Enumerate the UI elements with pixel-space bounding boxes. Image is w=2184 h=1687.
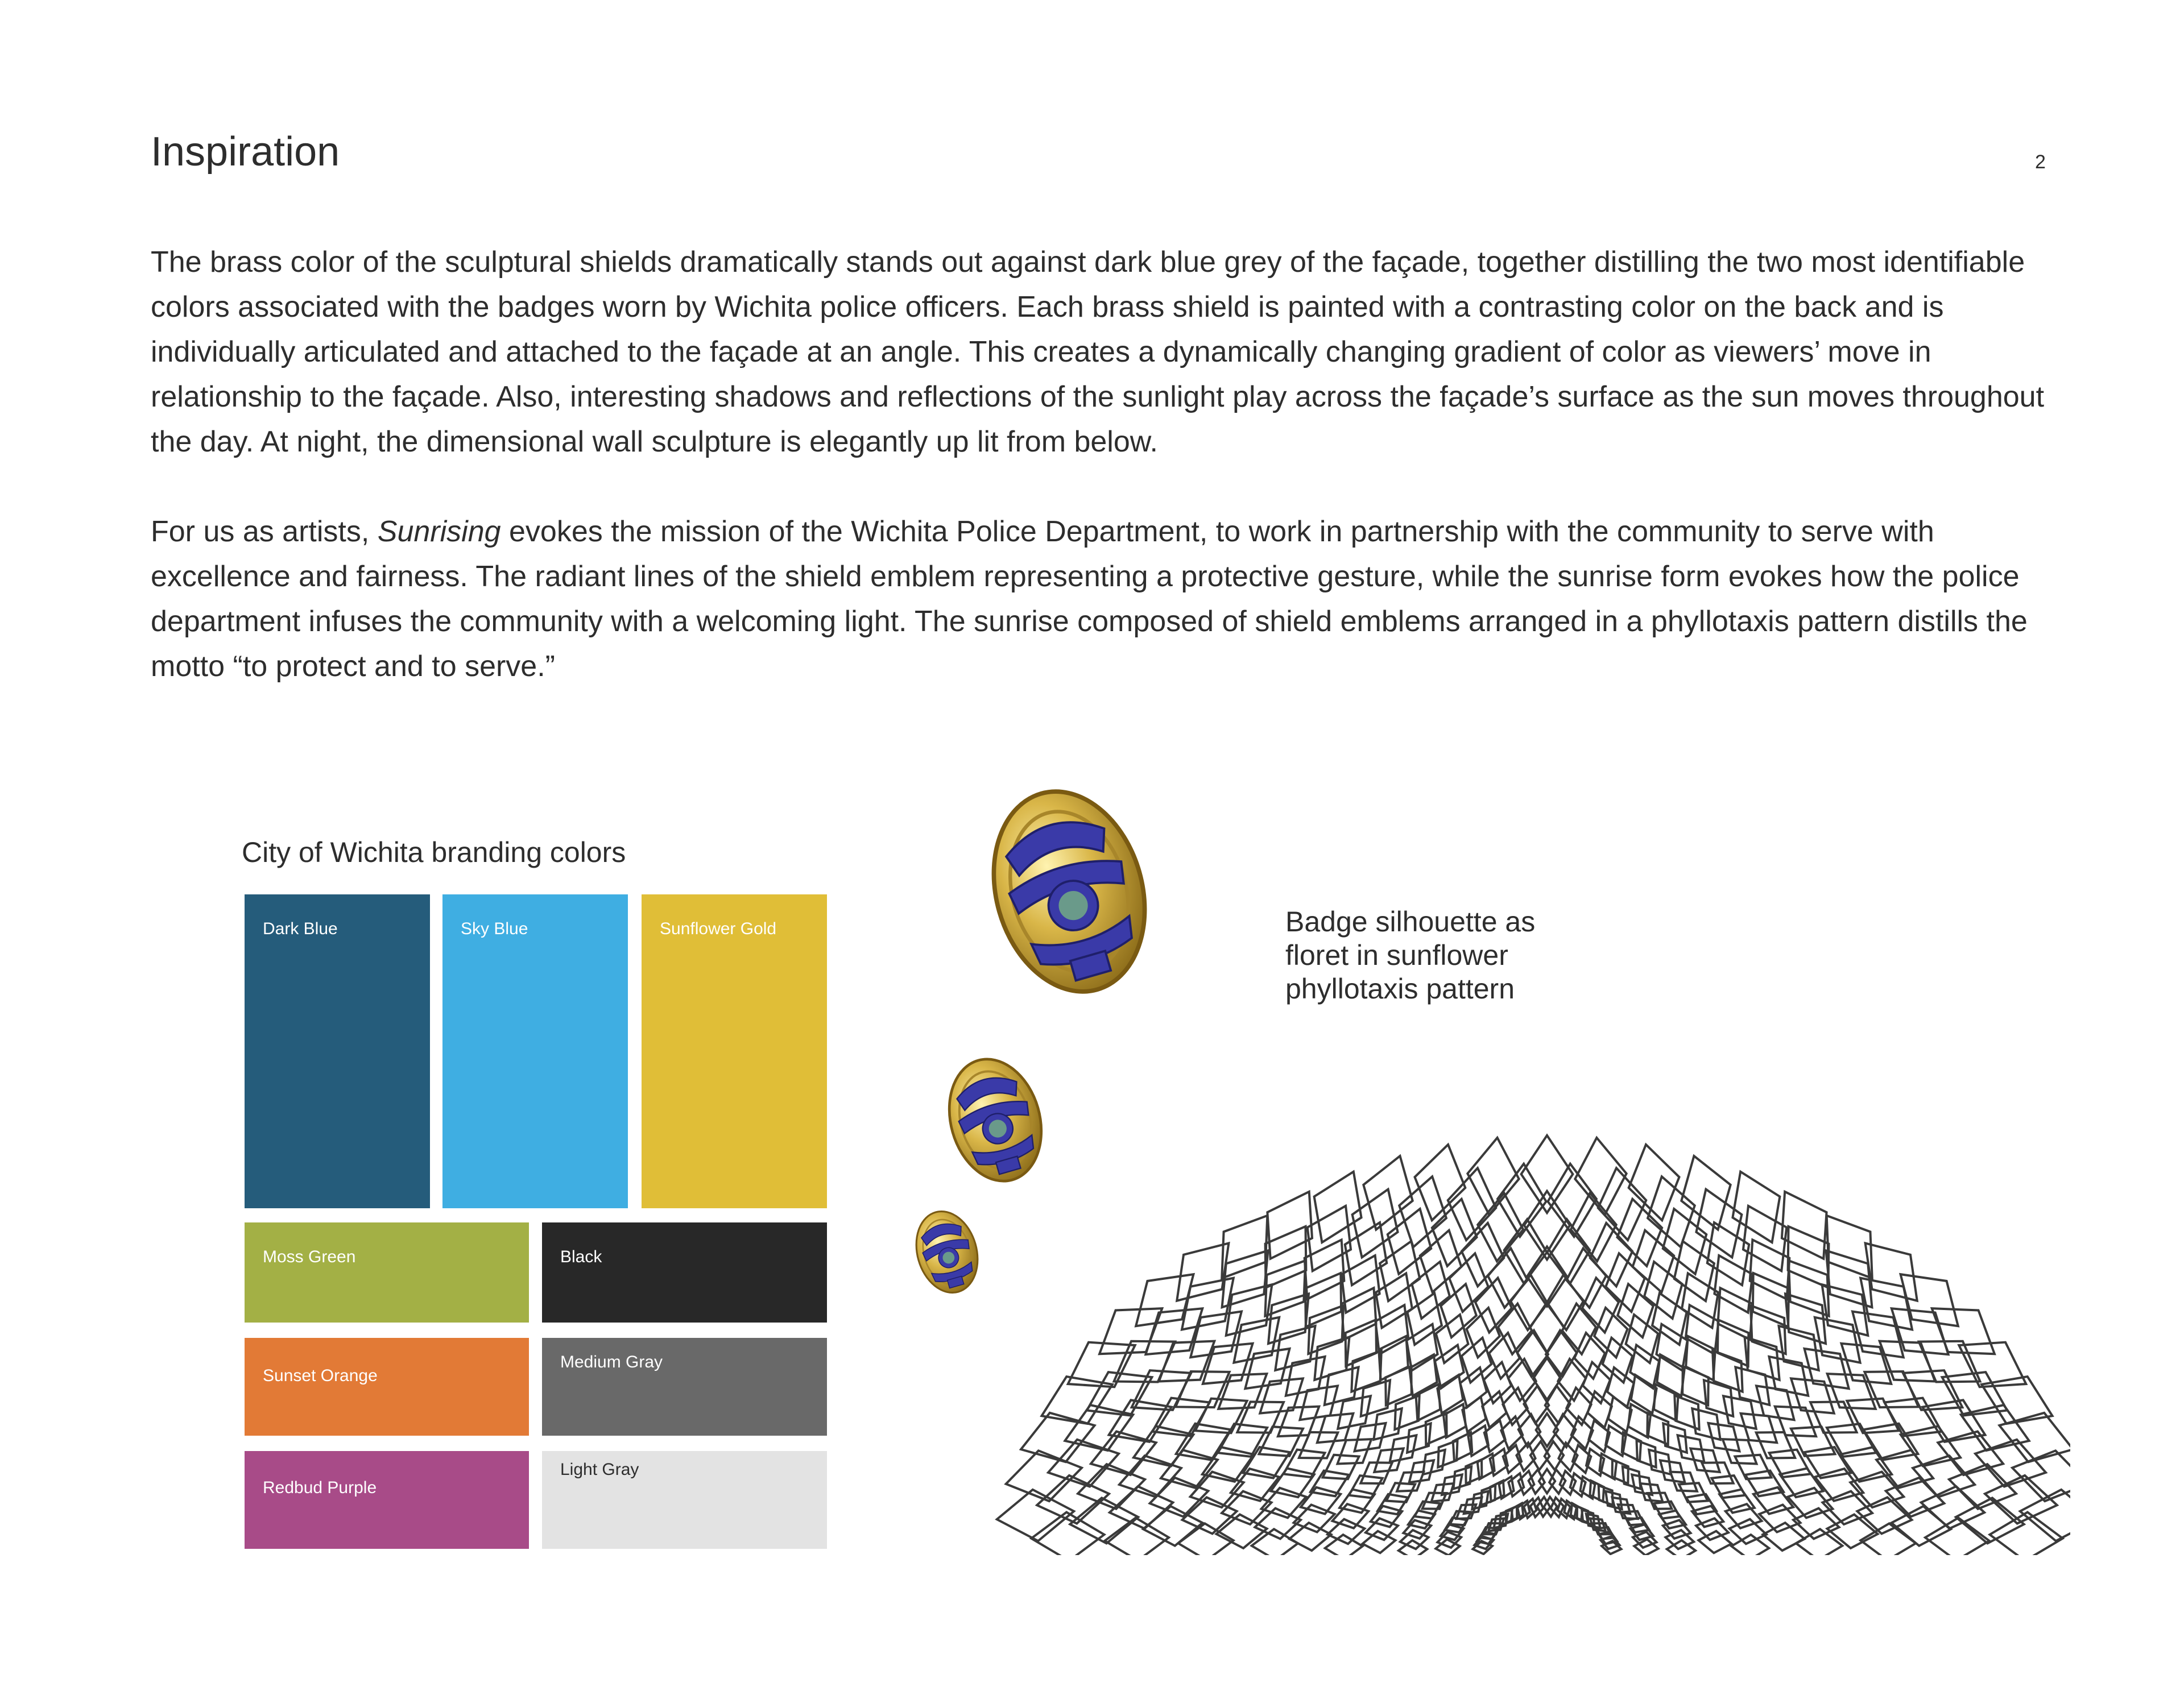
- paragraph-rest: evokes the mission of the Wichita Police Department, to work in partnership with the community to serve with excellence and fairness. The radiant lines of the shield emblem representing a protective gesture, while the sunrise form evokes how the police department infuses the community with a welcoming light. The sunrise composed of shield emblems arranged in a phyllotaxis pattern distills the motto “to protect and to serve.”: [151, 515, 2028, 683]
- swatch-sunflower-gold: [642, 894, 827, 1208]
- lattice-shield-outline: [1251, 1528, 1298, 1555]
- lattice-shield-outline: [1533, 1358, 1561, 1400]
- lattice-shield-outline: [1855, 1411, 1926, 1472]
- badge-large: [971, 779, 1168, 1010]
- lattice-shield-outline: [1568, 1414, 1596, 1451]
- paragraph-lead: For us as artists,: [151, 515, 378, 548]
- swatch-light-gray: [542, 1451, 827, 1549]
- lattice-shield-outline: [1103, 1516, 1170, 1555]
- swatch-label: Dark Blue: [263, 919, 338, 938]
- lattice-shield-outline: [1367, 1501, 1405, 1532]
- lattice-shield-outline: [1637, 1406, 1678, 1451]
- lattice-shield-outline: [1682, 1487, 1721, 1521]
- palette-title: City of Wichita branding colors: [242, 836, 626, 868]
- figure-caption: Badge silhouette as floret in sunflower phyllotaxis pattern: [1285, 906, 1536, 1005]
- lattice-shield-outline: [1236, 1437, 1297, 1489]
- lattice-shield-outline: [1604, 1454, 1636, 1489]
- lattice-shield-outline: [1589, 1304, 1633, 1361]
- lattice-shield-outline: [1367, 1439, 1412, 1482]
- page-title: Inspiration: [151, 129, 340, 175]
- swatch-black: [542, 1222, 827, 1323]
- lattice-shield-outline: [1769, 1280, 1842, 1357]
- lattice-shield-outline: [1917, 1287, 2010, 1375]
- lattice-shield-outline: [1325, 1533, 1363, 1555]
- phyllotaxis-lattice: [994, 1135, 2070, 1555]
- lattice-shield-outline: [1795, 1528, 1843, 1555]
- lattice-shield-outline: [1498, 1414, 1526, 1451]
- swatch-label: Sky Blue: [461, 919, 528, 938]
- swatch-dark-blue: [245, 894, 430, 1208]
- lattice-shield-outline: [1214, 1512, 1268, 1551]
- swatch-label: Light Gray: [560, 1460, 639, 1479]
- lattice-shield-outline: [1825, 1512, 1879, 1551]
- swatch-label: Sunset Orange: [263, 1366, 378, 1385]
- lattice-shield-outline: [1539, 1469, 1555, 1494]
- lattice-shield-outline: [1114, 1448, 1186, 1506]
- lattice-shield-outline: [1443, 1249, 1494, 1316]
- lattice-shield-outline: [1130, 1290, 1218, 1373]
- artwork-title: Sunrising: [377, 515, 501, 548]
- lattice-shield-outline: [1499, 1443, 1525, 1475]
- lattice-shield-outline: [1458, 1454, 1490, 1489]
- lattice-shield-outline: [1924, 1516, 1991, 1555]
- lattice-shield-outline: [1843, 1261, 1929, 1346]
- lattice-shield-outline: [1907, 1448, 1980, 1506]
- swatch-medium-gray: [542, 1338, 827, 1436]
- swatch-sky-blue: [442, 894, 628, 1208]
- lattice-shield-outline: [1876, 1290, 1964, 1373]
- lattice-shield-outline: [1189, 1327, 1266, 1400]
- lattice-shield-outline: [1196, 1437, 1260, 1491]
- page-number: 2: [2035, 151, 2046, 173]
- swatch-label: Black: [560, 1247, 602, 1266]
- lattice-shield-outline: [1434, 1279, 1484, 1342]
- lattice-shield-outline: [1599, 1249, 1651, 1316]
- lattice-shield-outline: [1055, 1323, 1148, 1407]
- lattice-shield-outline: [1545, 1329, 1578, 1377]
- swatch-label: Redbud Purple: [263, 1478, 377, 1497]
- body-paragraph-1: The brass color of the sculptural shields dramatically stands out against dark blue grey of the façade, together distilling the two most identifiable colors associated with the badges worn by Wichita police officers. Each brass shield is painted with a contrasting color on the back and is individually articulated and attached to the façade at an angle. This creates a dynamically changing gradient of color as viewers’ move in relationship to the façade. Also, interesting shadows and reflections of the sunlight play across the façade’s surface as the sun moves throughout the day. At night, the dimensional wall sculpture is elegantly up lit from below.: [151, 246, 2045, 458]
- swatch-label: Sunflower Gold: [660, 919, 777, 938]
- lattice-shield-outline: [1611, 1279, 1661, 1342]
- lattice-shield-outline: [1569, 1443, 1594, 1475]
- swatch-redbud-purple: [245, 1451, 529, 1549]
- lattice-shield-outline: [1689, 1501, 1727, 1532]
- lattice-shield-outline: [1828, 1327, 1905, 1400]
- badge-phyllotaxis-illustration: [887, 779, 2070, 1555]
- lattice-shield-outline: [1946, 1323, 2039, 1407]
- lattice-shield-outline: [1866, 1323, 1949, 1400]
- lattice-shield-outline: [1530, 1302, 1564, 1353]
- lattice-shield-outline: [1834, 1437, 1898, 1491]
- lattice-shield-outline: [1731, 1533, 1769, 1555]
- lattice-shield-outline: [1203, 1235, 1287, 1323]
- badge-small: [907, 1204, 987, 1300]
- lattice-shield-outline: [1807, 1235, 1891, 1323]
- lattice-shield-outline: [1084, 1287, 1177, 1375]
- lattice-shield-outline: [1416, 1406, 1457, 1451]
- lattice-shield-outline: [1425, 1194, 1484, 1271]
- lattice-shield-outline: [1461, 1304, 1505, 1361]
- badge-medium: [936, 1048, 1055, 1192]
- lattice-shield-outline: [1373, 1487, 1412, 1521]
- swatch-label: Moss Green: [263, 1247, 356, 1266]
- swatch-moss-green: [245, 1222, 529, 1323]
- lattice-shield-outline: [1145, 1323, 1228, 1400]
- lattice-shield-outline: [1797, 1437, 1858, 1489]
- body-paragraph-2: [151, 509, 2056, 689]
- lattice-shield-outline: [1516, 1329, 1550, 1377]
- swatch-label: Medium Gray: [560, 1353, 663, 1371]
- lattice-shield-outline: [1683, 1439, 1728, 1482]
- lattice-shield-outline: [1610, 1194, 1669, 1271]
- swatch-sunset-orange: [245, 1338, 529, 1436]
- lattice-shield-outline: [1165, 1261, 1251, 1346]
- lattice-shield-outline: [1168, 1411, 1239, 1472]
- lattice-shield-outline: [1252, 1280, 1325, 1357]
- lattice-shield-outline: [1527, 1247, 1567, 1307]
